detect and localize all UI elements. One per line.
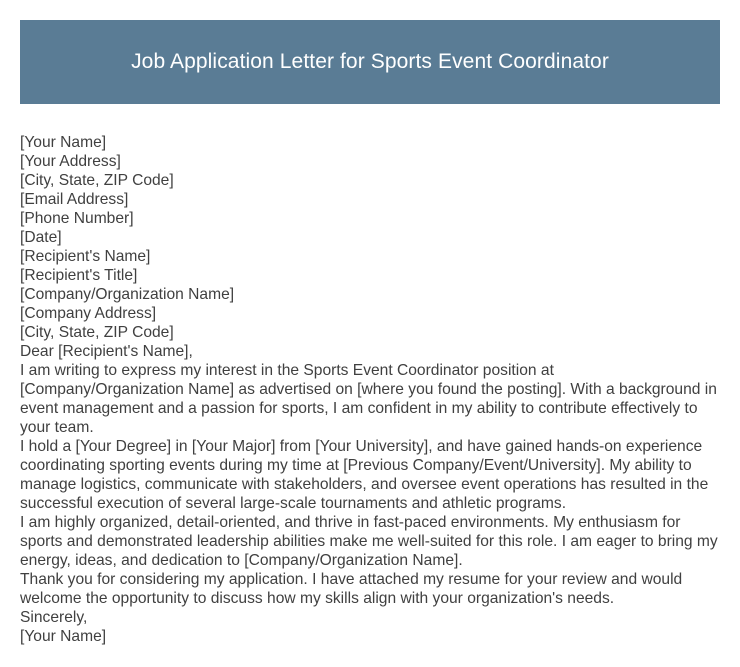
letter-body	[20, 133, 722, 646]
sender-email: [Email Address]	[20, 191, 129, 208]
sender-phone: [Phone Number]	[20, 210, 134, 227]
paragraph-experience: I hold a [Your Degree] in [Your Major] from [Your University], and have gained hands-on experience coordinating sporting events during my time at [Previous Company/Event/University]. My ability to manage logistics, communicate with stakeholders, and oversee event operations has resulted in the successful execution of several large-scale tournaments and athletic programs.	[20, 438, 709, 512]
recipient-title: [Recipient's Title]	[20, 267, 138, 284]
recipient-name: [Recipient's Name]	[20, 248, 151, 265]
company-address: [Company Address]	[20, 305, 157, 322]
sender-address: [Your Address]	[20, 153, 121, 170]
paragraph-thanks: Thank you for considering my application. I have attached my resume for your review and would welcome the opportunity to discuss how my skills align with your organization's needs.	[20, 571, 683, 607]
letter-date: [Date]	[20, 229, 62, 246]
sender-city-state-zip: [City, State, ZIP Code]	[20, 172, 174, 189]
signature-name: [Your Name]	[20, 628, 107, 645]
page-title: Job Application Letter for Sports Event Coordinator	[131, 50, 609, 73]
paragraph-qualities: I am highly organized, detail-oriented, and thrive in fast-paced environments. My enthusiasm for sports and demonstrated leadership abilities make me well-suited for this role. I am eager to bring my energy, ideas, and dedication to [Company/Organization Name].	[20, 514, 718, 569]
company-city-state-zip: [City, State, ZIP Code]	[20, 324, 174, 341]
sender-name: [Your Name]	[20, 134, 107, 151]
title-banner	[20, 20, 720, 104]
salutation: Dear [Recipient's Name],	[20, 343, 193, 360]
closing: Sincerely,	[20, 609, 88, 626]
company-name: [Company/Organization Name]	[20, 286, 235, 303]
paragraph-interest: I am writing to express my interest in the Sports Event Coordinator position at [Company/Organization Name] as advertised on [where you found the posting]. With a background in event management and a passion for sports, I am confident in my ability to contribute effectively to your team.	[20, 362, 717, 436]
